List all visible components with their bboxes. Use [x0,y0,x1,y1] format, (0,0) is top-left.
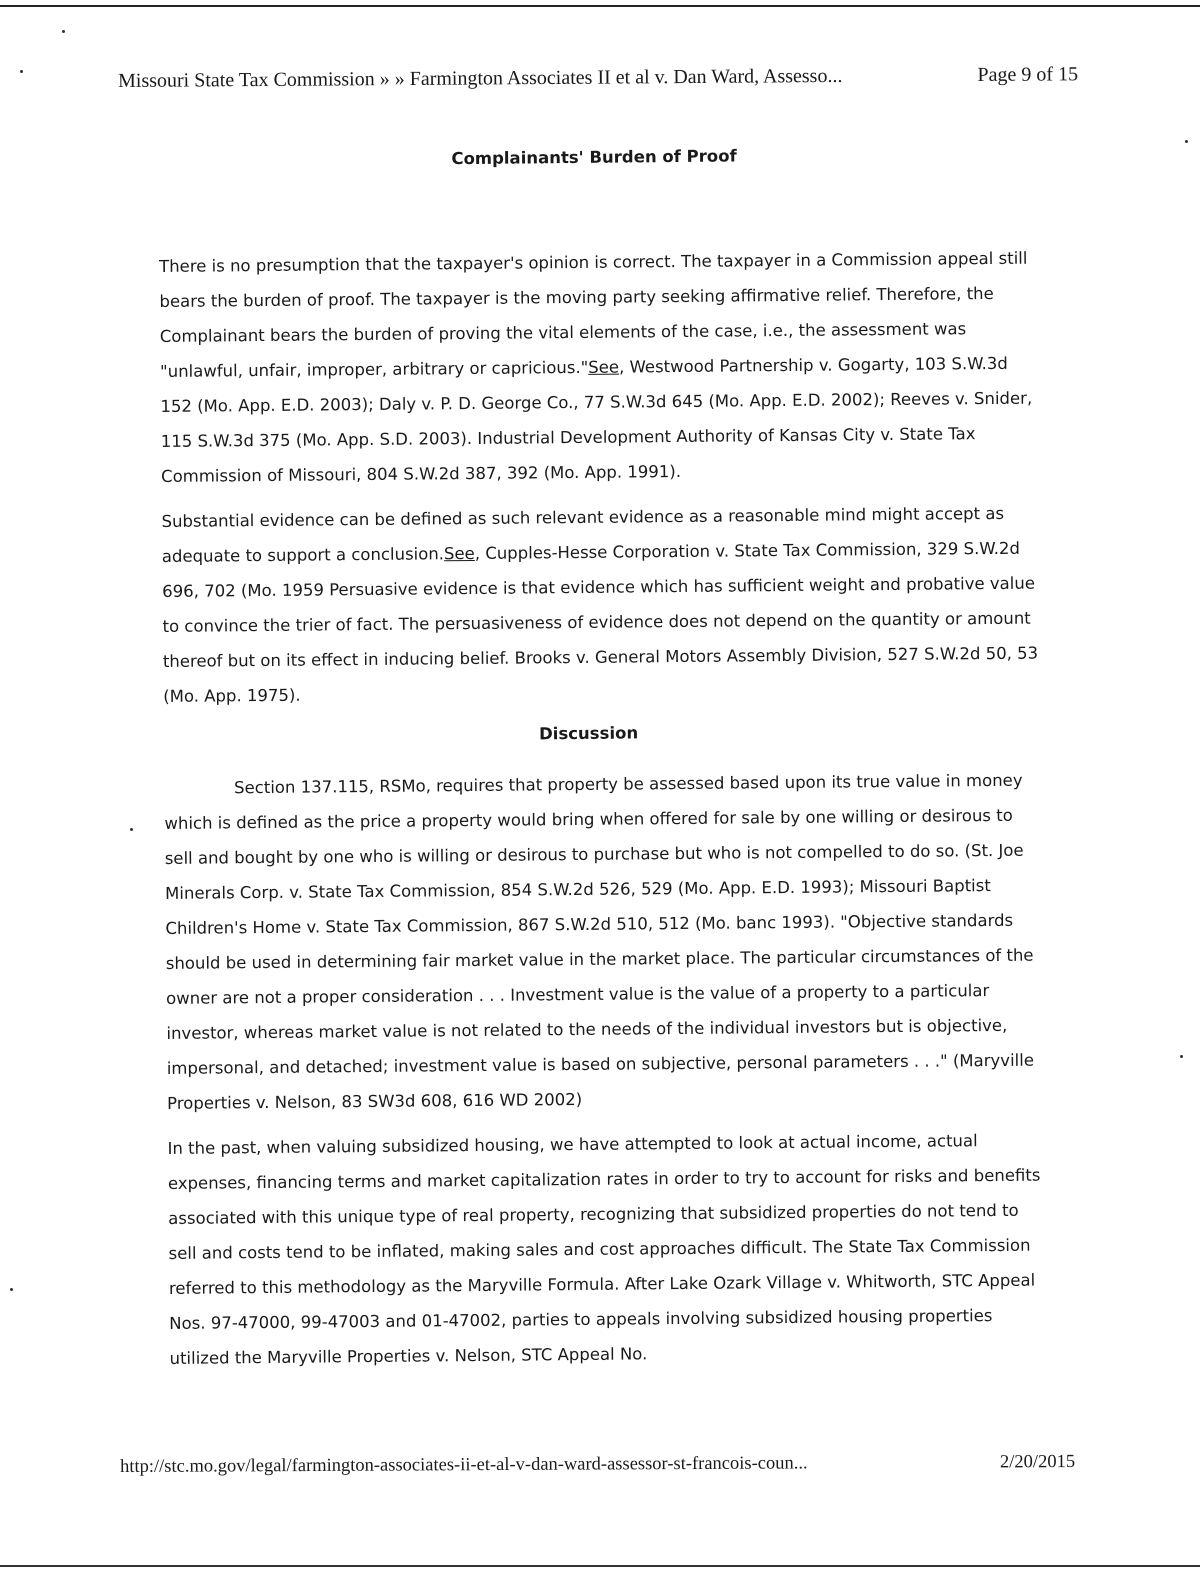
page-header [118,63,1078,93]
header-title: Missouri State Tax Commission » » Farmington Associates II et al v. Dan Ward, Assesso... [118,64,843,92]
source-url: http://stc.mo.gov/legal/farmington-associates-ii-et-al-v-dan-ward-assessor-st-francois-coun... [120,1453,808,1477]
paragraph-subsidized-housing: In the past, when valuing subsidized housing, we have attempted to look at actual income, actual expenses, financing terms and market capitalization rates in order to try to account for risks and benefits associated with this unique type of real property, recognizing that subsidized properties do not tend to sell and costs tend to be inflated, making sales and cost approaches difficult. The State Tax Commission referred to this methodology as the Maryville Formula. After Lake Ozark Village v. Whitworth, STC Appeal Nos. 97-47000, 99-47003 and 01-47002, parties to appeals involving subsidized housing properties utilized the Maryville Properties v. Nelson, STC Appeal No. [167,1131,1041,1368]
paragraph-text: , Westwood Partnership v. Gogarty, 103 S.W.3d 152 (Mo. App. E.D. 2003); Daly v. P. D. George Co., 77 S.W.3d 645 (Mo. App. E.D. 2002); Reeves v. Snider, 115 S.W.3d 375 (Mo. App. S.D. 2003). Industrial Development Authority of Kansas City v. State Tax Commission of Missouri, 804 S.W.2d 387, 392 (Mo. App. 1991). [160,353,1033,486]
paragraph-true-value: Section 137.115, RSMo, requires that property be assessed based upon its true value in money which is defined as the price a property would bring when offered for sale by one willing or desirous to sell and bought by one who is willing or desirous to purchase but who is not compelled to do so. (St. Joe Minerals Corp. v. State Tax Commission, 854 S.W.2d 526, 529 (Mo. App. E.D. 1993); Missouri Baptist Children's Home v. State Tax Commission, 867 S.W.2d 510, 512 (Mo. banc 1993). "Objective standards should be used in determining fair market value in the market place. The particular circumstances of the owner are not a proper consideration . . . Investment value is the value of a property to a particular investor, whereas market value is not related to the needs of the individual investors but is objective, impersonal, and detached; investment value is based on subjective, personal parameters . . ." (Maryville Properties v. Nelson, 83 SW3d 608, 616 WD 2002) [164,770,1035,1113]
citation-signal-see: See [588,357,620,377]
scan-top-border [0,5,1200,7]
scan-speck [1185,140,1188,143]
scan-speck [130,828,133,831]
print-date: 2/20/2015 [999,1451,1076,1473]
scan-speck [62,30,65,33]
paragraph-text: Substantial evidence can be defined as such relevant evidence as a reasonable mind might accept as adequate to support a conclusion. [161,503,1005,566]
scan-speck [20,70,23,73]
paragraph-substantial-evidence [161,496,1043,714]
scan-speck [1180,1055,1183,1058]
page-footer [120,1452,1075,1478]
scan-speck [10,1288,13,1291]
section-heading-burden-of-proof: Complainants' Burden of Proof [451,146,737,169]
paragraph-text: There is no presumption that the taxpayer's opinion is correct. The taxpayer in a Commission appeal still bears the burden of proof. The taxpayer is the moving party seeking affirmative relief. Therefore, the Complainant bears the burden of proving the vital elements of the case, i.e., the assessment was "unlawful, unfair, improper, arbitrary or capricious." [159,248,1028,381]
citation-signal-see: See [443,543,475,564]
paragraph-text: , Cupples-Hesse Corporation v. State Tax Commission, 329 S.W.2d 696, 702 (Mo. 1959 Persuasive evidence is that evidence which has sufficient weight and probative value to convince the trier of fact. The persuasiveness of evidence does not depend on the quantity or amount thereof but on its effect in inducing belief. Brooks v. General Motors Assembly Division, 527 S.W.2d 50, 53 (Mo. App. 1975). [162,538,1039,706]
section-heading-discussion: Discussion [538,723,639,744]
document-body [158,144,1050,1376]
paragraph-burden-presumption [159,241,1041,494]
scan-bottom-border [0,1565,1200,1567]
page-number: Page 9 of 15 [977,63,1079,86]
